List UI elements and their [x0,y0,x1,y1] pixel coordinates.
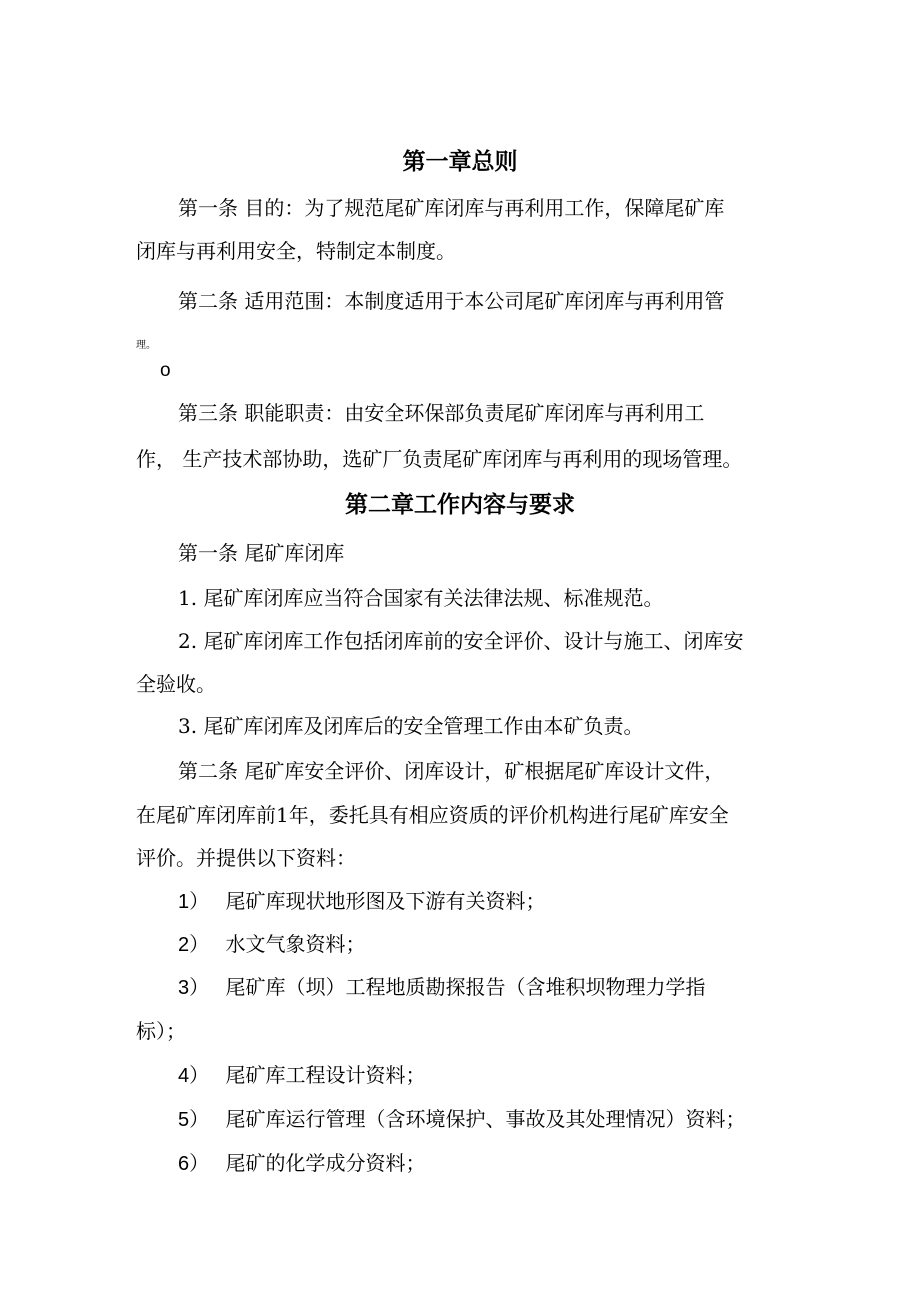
list-item-text: 尾矿库（坝）工程地质勘探报告（含堆积坝物理力学指 [225,975,706,999]
list-item-text: 尾矿库运行管理（含环境保护、事故及其处理情况）资料； [225,1107,746,1131]
stray-mark: o [160,360,171,381]
ch2-item-1: 1. 尾矿库闭库应当符合国家有关法律法规、标准规范。 [178,586,664,610]
list-item-number: 5） [178,1109,210,1131]
list-item [178,974,705,1001]
list-item [178,1062,425,1089]
chapter-1-title: 第一章总则 [402,149,518,175]
ch2-article-2-line-2: 在尾矿库闭库前1年，委托具有相应资质的评价机构进行尾矿库安全 [136,803,729,827]
list-item-number: 4） [178,1065,210,1087]
list-item [178,1106,745,1133]
article-1-line-2: 闭库与再利用安全，特制定本制度。 [136,239,456,263]
list-item-text: 尾矿的化学成分资料； [225,1151,426,1175]
list-item-continuation: 标）； [136,1019,186,1043]
article-1-line-1: 第一条 目的：为了规范尾矿库闭库与再利用工作，保障尾矿库 [178,196,725,220]
article-2-line-1: 第二条 适用范围：本制度适用于本公司尾矿库闭库与再利用管 [178,289,725,313]
article-3-line-1: 第三条 职能职责：由安全环保部负责尾矿库闭库与再利用工 [178,401,705,425]
ch2-article-2-line-1: 第二条 尾矿库安全评价、闭库设计，矿根据尾矿库设计文件， [178,759,725,783]
list-item-number: 2） [178,934,210,956]
list-item-text: 水文气象资料； [225,932,366,956]
article-2-line-2: 理。 [136,340,156,351]
list-item-number: 1） [178,891,210,913]
chapter-2-title: 第二章工作内容与要求 [345,492,575,518]
list-item [178,888,545,915]
list-item [178,1150,425,1177]
ch2-item-3: 3. 尾矿库闭库及闭库后的安全管理工作由本矿负责。 [178,714,644,738]
article-3-line-2: 作， 生产技术部协助，选矿厂负责尾矿库闭库与再利用的现场管理。 [136,447,743,471]
list-item-text: 尾矿库工程设计资料； [225,1063,426,1087]
ch2-item-2-line-1: 2. 尾矿库闭库工作包括闭库前的安全评价、设计与施工、闭库安 [178,629,744,653]
ch2-article-1-title: 第一条 尾矿库闭库 [178,541,345,565]
ch2-article-2-line-3: 评价。并提供以下资料： [136,846,356,870]
list-item [178,931,365,958]
list-item-number: 6） [178,1153,210,1175]
list-item-number: 3） [178,977,210,999]
list-item-text: 尾矿库现状地形图及下游有关资料； [225,889,546,913]
ch2-item-2-line-2: 全验收。 [136,672,216,696]
